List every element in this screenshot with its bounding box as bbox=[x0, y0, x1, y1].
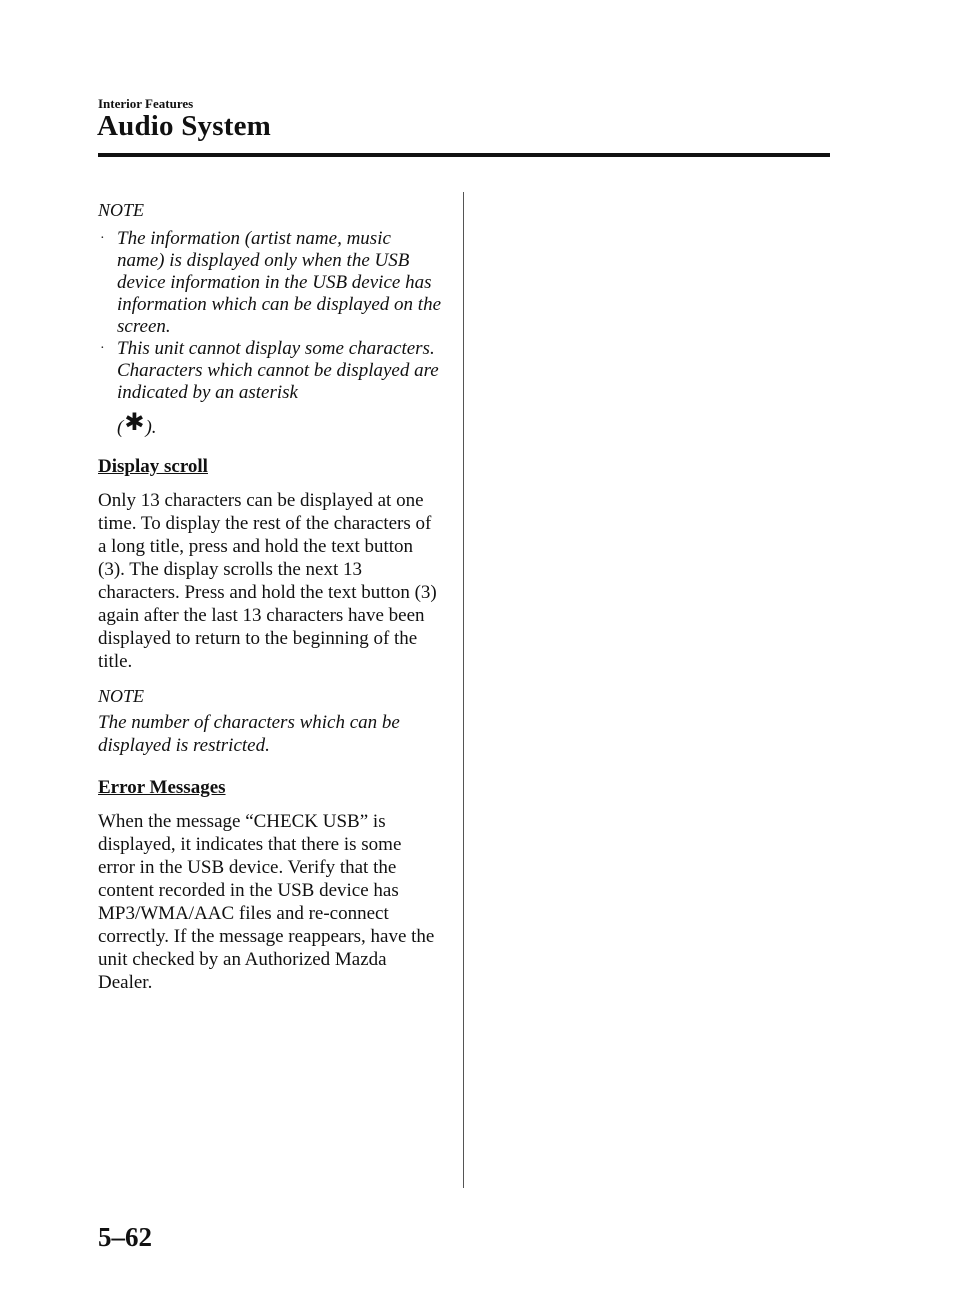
note-block bbox=[98, 198, 443, 439]
bullet-icon: · bbox=[100, 231, 105, 246]
display-scroll-section bbox=[98, 455, 443, 757]
display-scroll-body: Only 13 characters can be displayed at one time. To display the rest of the characters of a long title, press and hold the text button (3). The display scrolls the next 13 characters. Press and hold the text button (3) again after the last 13 characters have been displayed to return to the beginning of the title. bbox=[98, 490, 437, 672]
display-scroll-heading: Display scroll bbox=[98, 456, 208, 477]
asterisk-close: ). bbox=[145, 417, 157, 438]
header-rule bbox=[98, 153, 830, 157]
asterisk-icon: ✱ bbox=[124, 410, 145, 436]
note-list bbox=[98, 228, 443, 439]
display-scroll-note-body: The number of characters which can be displayed is restricted. bbox=[98, 712, 400, 756]
error-messages-body: When the message “CHECK USB” is displayed, it indicates that there is some error in the USB device. Verify that the content recorded in the USB device has MP3/WMA/AAC files and re-connect correctly. If the message reappears, have the unit checked by an Authorized Mazda Dealer. bbox=[98, 811, 435, 993]
asterisk-open: ( bbox=[117, 417, 124, 438]
column-divider bbox=[463, 192, 464, 1188]
note-item-text: The information (artist name, music name) is displayed only when the USB device information in the USB device has information which can be displayed on the screen. bbox=[117, 228, 442, 337]
page-number: 5–62 bbox=[98, 1222, 152, 1252]
chapter-title: Audio System bbox=[97, 110, 272, 142]
note-heading: NOTE bbox=[98, 200, 145, 220]
bullet-icon: · bbox=[100, 341, 105, 356]
note-item-text: This unit cannot display some characters. Characters which cannot be displayed are indicated by an asterisk bbox=[117, 338, 439, 403]
note-item bbox=[98, 338, 443, 439]
error-messages-heading: Error Messages bbox=[98, 777, 226, 798]
left-column bbox=[98, 198, 443, 994]
display-scroll-note-heading: NOTE bbox=[98, 686, 145, 706]
section-label: Interior Features bbox=[98, 96, 194, 111]
note-item bbox=[98, 228, 443, 338]
error-messages-section bbox=[98, 776, 443, 994]
